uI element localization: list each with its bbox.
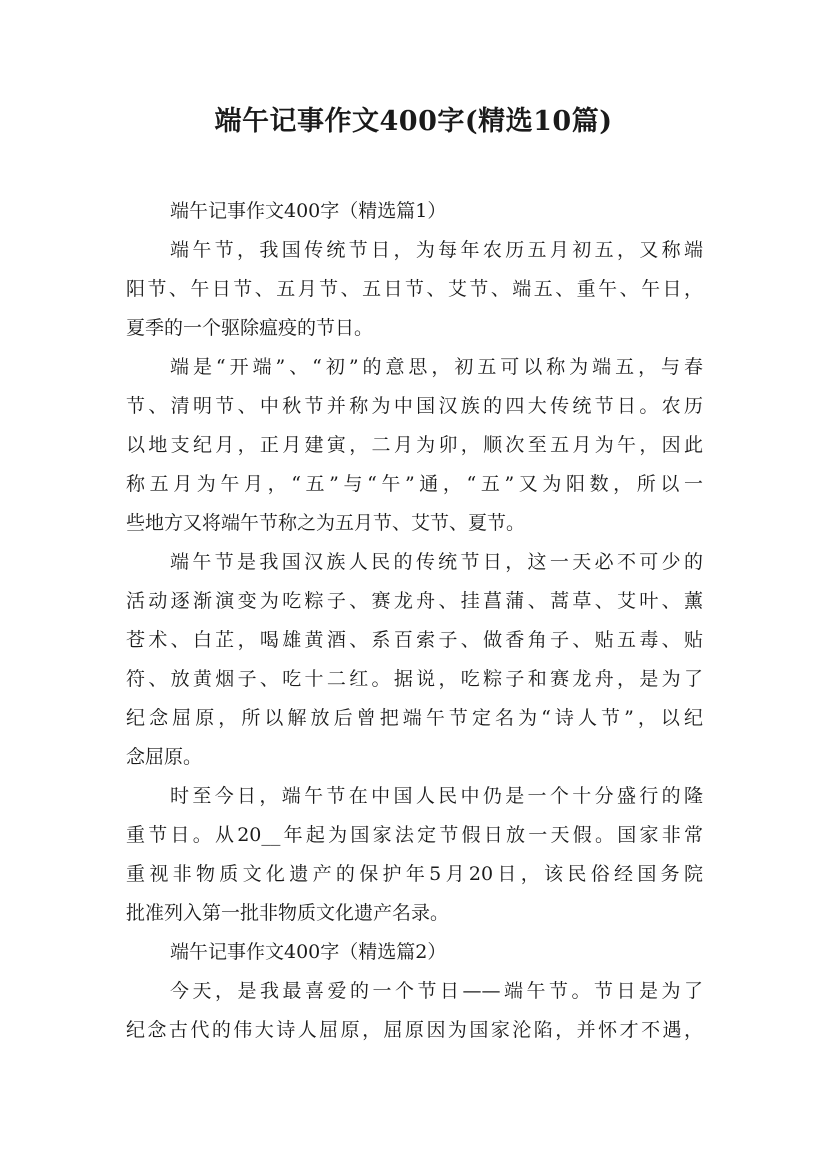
paragraph-line: 以地支纪月，正月建寅，二月为卯，顺次至五月为午，因此 [126,434,703,456]
paragraph-line: 念屈原。 [126,746,203,768]
paragraph-line: 今天，是我最喜爱的一个节日——端午节。节日是为了 [170,980,703,1002]
document-title: 端午记事作文400字(精选10篇) [214,106,613,137]
paragraph-line: 重视非物质文化遗产的保护年5月20日，该民俗经国务院 [126,863,703,885]
paragraph-line: 些地方又将端午节称之为五月节、艾节、夏节。 [126,512,526,534]
paragraph-line: 端午节是我国汉族人民的传统节日，这一天必不可少的 [170,551,703,573]
paragraph-line: 活动逐渐演变为吃粽子、赛龙舟、挂菖蒲、蒿草、艾叶、薰 [126,590,703,612]
paragraph-line: 夏季的一个驱除瘟疫的节日。 [126,317,374,339]
paragraph-line: 纪念古代的伟大诗人屈原，屈原因为国家沦陷，并怀才不遇， [126,1019,703,1041]
paragraph-line: 阳节、午日节、五月节、五日节、艾节、端五、重午、午日， [126,278,703,300]
section-heading-1: 端午记事作文400字（精选篇1） [170,200,447,222]
section-heading-2: 端午记事作文400字（精选篇2） [170,941,447,963]
paragraph-line: 节、清明节、中秋节并称为中国汉族的四大传统节日。农历 [126,395,703,417]
paragraph-line: 时至今日，端午节在中国人民中仍是一个十分盛行的隆 [170,785,703,807]
paragraph-line: 苍术、白芷，喝雄黄酒、系百索子、做香角子、贴五毒、贴 [126,629,703,651]
paragraph-line: 重节日。从20__年起为国家法定节假日放一天假。国家非常 [126,824,703,846]
paragraph-line: 纪念屈原，所以解放后曾把端午节定名为“诗人节”，以纪 [126,707,703,729]
paragraph-line: 端是“开端”、“初”的意思，初五可以称为端五，与春 [170,356,703,378]
paragraph-line: 符、放黄烟子、吃十二红。据说，吃粽子和赛龙舟，是为了 [126,668,703,690]
paragraph-line: 端午节，我国传统节日，为每年农历五月初五，又称端 [170,239,703,261]
paragraph-line: 批准列入第一批非物质文化遗产名录。 [126,902,450,924]
paragraph-line: 称五月为午月，“五”与“午”通，“五”又为阳数，所以一 [126,473,703,495]
